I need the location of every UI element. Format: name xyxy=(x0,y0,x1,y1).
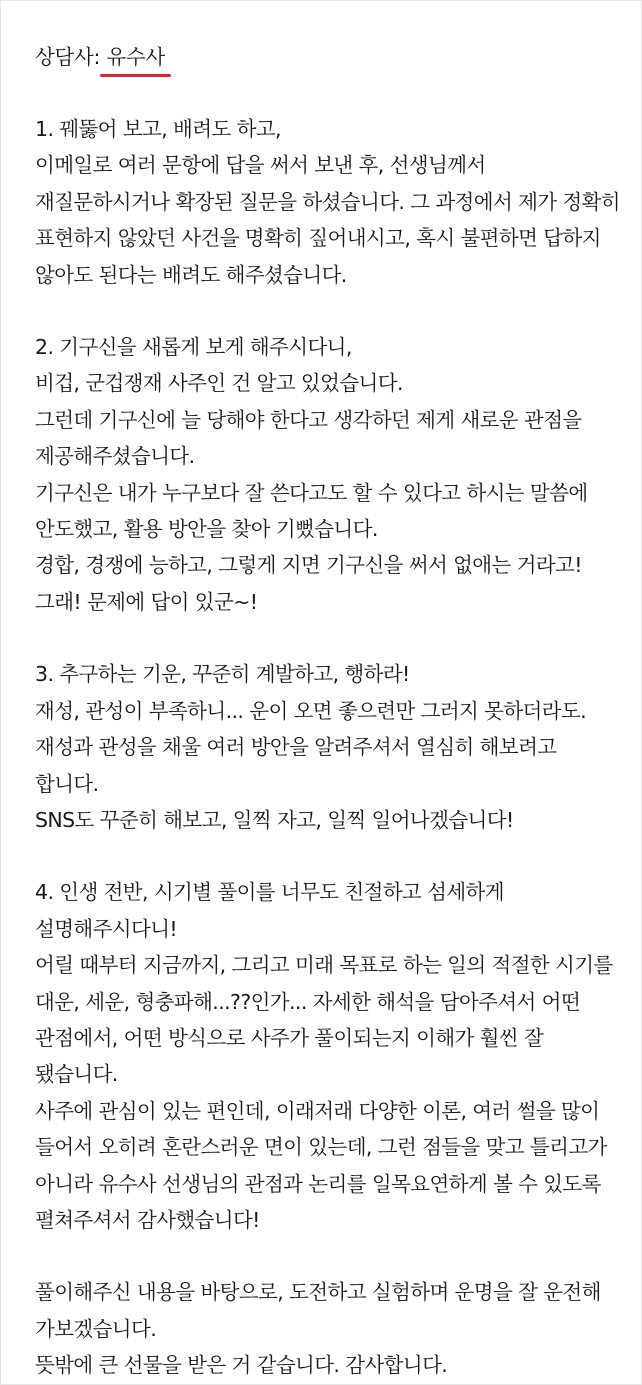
paragraph: 재성, 관성이 부족하니... 운이 오면 좋으련만 그러지 못하더라도. xyxy=(35,698,587,723)
review-section-3 xyxy=(35,656,625,838)
paragraph: 사주에 관심이 있는 편인데, 이래저래 다양한 이론, 여러 썰을 많이 들어서 오히려 혼란스러운 면이 있는데, 그런 점들을 맞고 틀리고가 아니라 유수사 선생님의 관점과 논리를 일목요연하게 볼 수 있도록 펼쳐주셔서 감사했습니다! xyxy=(35,1098,607,1232)
paragraph: 대운, 세운, 형충파해...??인가... 자세한 해석을 담아주셔서 어떤 관점에서, 어떤 방식으로 사주가 풀이되는지 이해가 훨씬 잘 됐습니다. xyxy=(35,989,581,1087)
section-heading: 4. 인생 전반, 시기별 풀이를 너무도 친절하고 섬세하게 설명해주시다니! xyxy=(35,880,504,941)
section-heading: 1. 꿰뚫어 보고, 배려도 하고, xyxy=(35,117,281,141)
paragraph: 이메일로 여러 문항에 답을 써서 보낸 후, 선생님께서 재질문하시거나 확장된 질문을 하셨습니다. 그 과정에서 제가 정확히 표현하지 않았던 사건을 명확히 짚어내시고, 혹시 불편하면 답하지 않아도 된다는 배려도 해주셨습니다. xyxy=(35,153,621,287)
paragraph: 비겁, 군겁쟁재 사주인 건 알고 있었습니다. xyxy=(35,371,403,396)
paragraph: 재성과 관성을 채울 여러 방안을 알려주셔서 열심히 해보려고 합니다. xyxy=(35,735,557,796)
counselor-underline xyxy=(100,74,171,77)
section-heading: 3. 추구하는 기운, 꾸준히 계발하고, 행하라! xyxy=(35,662,410,687)
review-section-1 xyxy=(35,111,625,293)
review-section-4 xyxy=(35,874,625,1238)
paragraph: 어릴 때부터 지금까지, 그리고 미래 목표로 하는 일의 적절한 시기를 xyxy=(35,953,613,978)
review-body xyxy=(35,39,625,1384)
counselor-header xyxy=(35,39,625,75)
paragraph: SNS도 꾸준히 해보고, 일찍 자고, 일찍 일어나겠습니다! xyxy=(35,807,514,832)
counselor-label: 상담사: xyxy=(35,45,101,69)
review-closing xyxy=(35,1274,625,1383)
counselor-name-text: 유수사 xyxy=(106,45,165,69)
paragraph: 풀이해주신 내용을 바탕으로, 도전하고 실험하며 운명을 잘 운전해 가보겠습니다. xyxy=(35,1280,601,1341)
paragraph: 경합, 경쟁에 능하고, 그렇게 지면 기구신을 써서 없애는 거라고! 그래! 문제에 답이 있군~! xyxy=(35,553,582,614)
section-heading: 2. 기구신을 새롭게 보게 해주시다니, xyxy=(35,335,352,360)
counselor-name xyxy=(106,39,165,75)
paragraph: 뜻밖에 큰 선물을 받은 거 같습니다. 감사합니다. xyxy=(35,1353,448,1378)
paragraph: 기구신은 내가 누구보다 잘 쓴다고도 할 수 있다고 하시는 말씀에 안도했고, 활용 방안을 찾아 기뻤습니다. xyxy=(35,480,588,542)
paragraph: 그런데 기구신에 늘 당해야 한다고 생각하던 제게 새로운 관점을 제공해주셨습니다. xyxy=(35,407,582,469)
review-section-2 xyxy=(35,329,625,620)
